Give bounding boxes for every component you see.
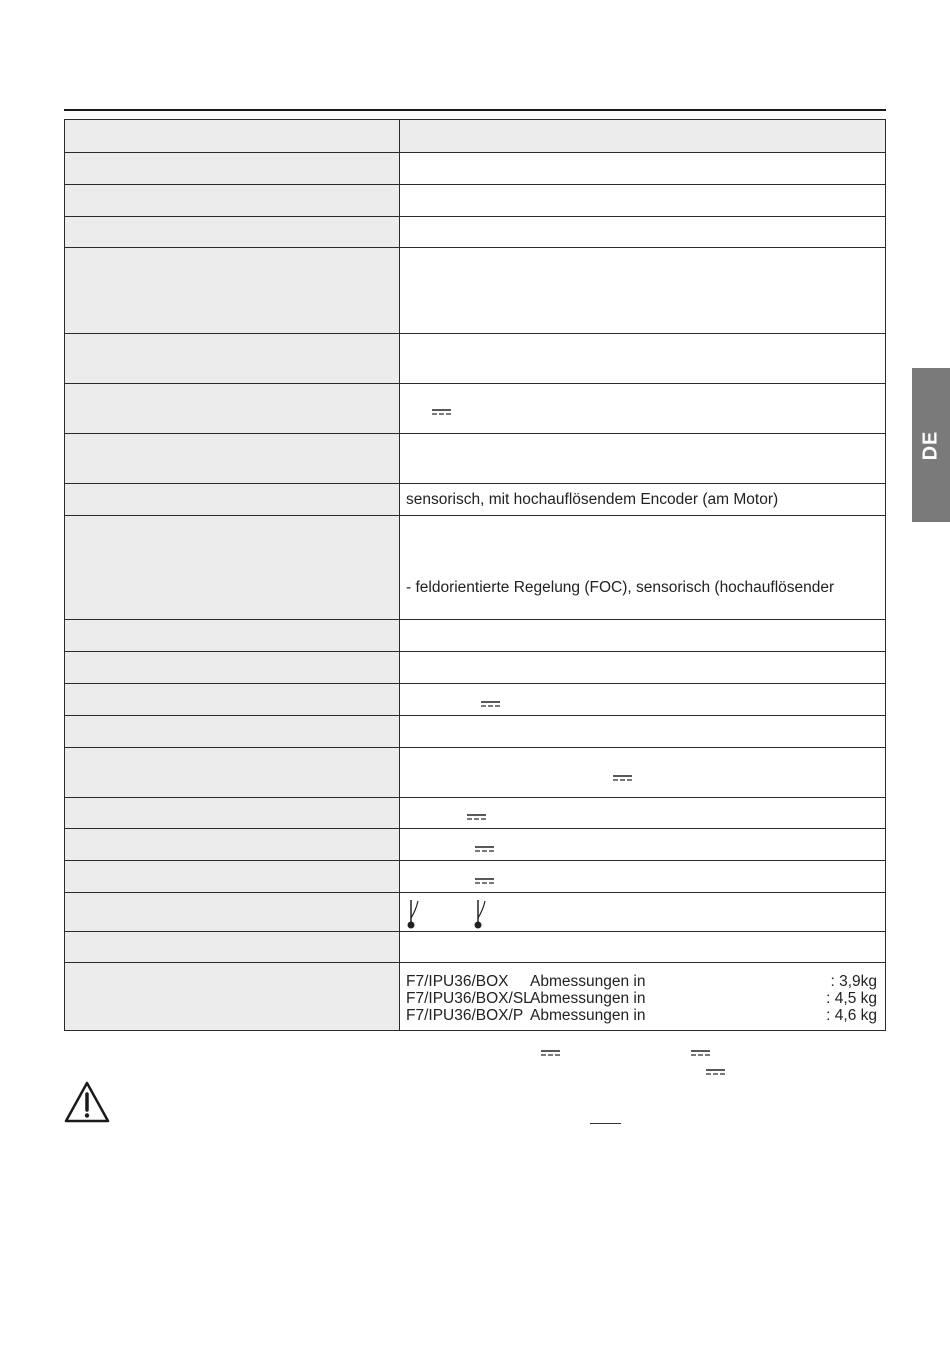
weight-row	[406, 991, 885, 1007]
table-row	[65, 334, 886, 384]
table-row	[65, 217, 886, 248]
header-value-cell	[400, 120, 886, 153]
dc-current-icon	[706, 1062, 725, 1080]
top-rule	[64, 109, 886, 111]
table-row	[65, 748, 886, 798]
table-row	[65, 120, 886, 153]
thermometer-icon	[473, 898, 487, 935]
table-row	[65, 185, 886, 217]
weight-value: : 4,6 kg	[826, 1007, 877, 1024]
dc-current-icon	[432, 409, 451, 415]
table-row	[65, 153, 886, 185]
table-row	[65, 516, 886, 620]
dc-current-icon	[475, 878, 494, 884]
model-name: F7/IPU36/BOX/P	[406, 1007, 524, 1024]
thermometer-icon	[406, 898, 420, 935]
table-row	[65, 893, 886, 932]
table-row	[65, 484, 886, 516]
weight-value: : 4,5 kg	[826, 990, 877, 1007]
dc-current-icon	[467, 814, 486, 820]
weight-row	[406, 974, 885, 990]
table-row	[65, 716, 886, 748]
header-label-cell	[65, 120, 400, 153]
underline-mark	[590, 1123, 621, 1124]
table-row	[65, 798, 886, 829]
dc-current-icon	[691, 1043, 710, 1061]
weights-block	[406, 963, 885, 1030]
warning-triangle-icon	[64, 1081, 110, 1128]
dc-current-icon	[541, 1043, 560, 1061]
weight-value: : 3,9kg	[830, 973, 877, 990]
dc-current-icon	[481, 701, 500, 707]
spec-table	[64, 119, 886, 1031]
table-row	[65, 829, 886, 861]
dimension-label: Abmessungen in	[530, 1007, 646, 1024]
encoder-value: sensorisch, mit hochauflösendem Encoder (am Motor)	[400, 484, 886, 516]
language-tab	[912, 368, 950, 522]
weight-row	[406, 1008, 885, 1024]
table-row	[65, 861, 886, 893]
table-row	[65, 248, 886, 334]
language-tab-label: DE	[919, 430, 942, 460]
table-row	[65, 963, 886, 1031]
dc-current-icon	[475, 846, 494, 852]
dimension-label: Abmessungen in	[530, 973, 646, 990]
control-mode-text: - feldorientierte Regelung (FOC), sensorisch (hochauflösender	[406, 579, 835, 596]
table-row	[65, 684, 886, 716]
dimension-label: Abmessungen in	[530, 990, 646, 1007]
table-row	[65, 620, 886, 652]
table-row	[65, 384, 886, 434]
model-name: F7/IPU36/BOX	[406, 973, 509, 990]
table-row	[65, 434, 886, 484]
model-name: F7/IPU36/BOX/SL	[406, 990, 532, 1007]
table-row	[65, 652, 886, 684]
table-row	[65, 932, 886, 963]
dc-current-icon	[613, 775, 632, 781]
